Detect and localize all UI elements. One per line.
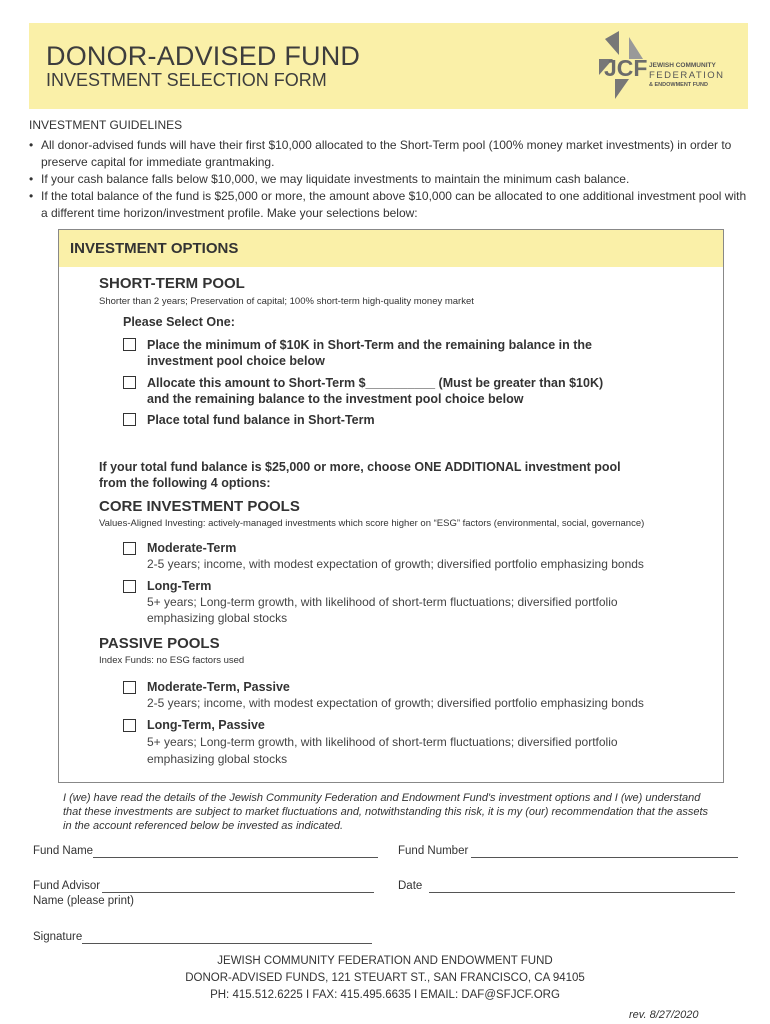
footer-address: DONOR-ADVISED FUNDS, 121 STEUART ST., SAN FRANCISCO, CA 94105 <box>185 972 585 984</box>
core-long-term-desc-line1: 5+ years; Long-term growth, with likelihood of short-term fluctuations; diversified portfolio <box>147 595 618 609</box>
logo-triangle-mark <box>605 31 619 55</box>
short-term-option-1-checkbox[interactable] <box>123 338 136 351</box>
passive-moderate-term-name: Moderate-Term, Passive <box>147 680 290 694</box>
additional-pool-prompt-line1: If your total fund balance is $25,000 or more, choose ONE ADDITIONAL investment pool <box>99 460 621 474</box>
core-moderate-term-name: Moderate-Term <box>147 541 237 555</box>
short-term-title: SHORT-TERM POOL <box>99 275 245 292</box>
passive-pools-title: PASSIVE POOLS <box>99 635 220 652</box>
fund-name-field[interactable] <box>93 857 378 858</box>
acknowledgement-text: I (we) have read the details of the Jewish Community Federation and Endowment Fund's investment options and I (we) understand that these investments are subject to market fluctuations and, notwithstanding this risk, it is my (our) recommendation that the assets in the account referenced below be invested as indicated. <box>63 792 709 832</box>
signature-label: Signature <box>33 931 83 943</box>
guidelines-heading: INVESTMENT GUIDELINES <box>29 118 183 132</box>
options-header-band <box>59 230 723 267</box>
guideline-item: • If your cash balance falls below $10,000, we may liquidate investments to maintain the minimum cash balance. <box>29 171 749 188</box>
core-moderate-term-checkbox[interactable] <box>123 542 136 555</box>
short-term-option-2-checkbox[interactable] <box>123 376 136 389</box>
name-print-label: Name (please print) <box>33 895 134 907</box>
passive-long-term-desc-line2: emphasizing global stocks <box>147 752 288 766</box>
logo-line1: JEWISH COMMUNITY <box>649 62 716 69</box>
logo-initials: JCF <box>604 55 648 81</box>
guideline-item: • If the total balance of the fund is $25,000 or more, the amount above $10,000 can be allocated to one additional investment pool with a different time horizon/investment profile. Make your selections below: <box>29 188 749 222</box>
core-long-term-name: Long-Term <box>147 579 212 593</box>
fund-advisor-field[interactable] <box>102 892 374 893</box>
fund-name-label: Fund Name <box>33 845 94 857</box>
core-pools-description: Values-Aligned Investing: actively-managed investments which score higher on “ESG” factors (environmental, social, governance) <box>99 518 645 529</box>
guideline-text: If the total balance of the fund is $25,000 or more, the amount above $10,000 can be allocated to one additional investment pool with a different time horizon/investment profile. Make your selections below: <box>41 189 747 220</box>
core-long-term-desc-line2: emphasizing global stocks <box>147 611 288 625</box>
date-field[interactable] <box>429 892 735 893</box>
short-term-option-2-line2: and the remaining balance to the investment pool choice below <box>147 392 524 406</box>
options-heading: INVESTMENT OPTIONS <box>70 240 239 257</box>
jcf-logo <box>589 29 739 103</box>
passive-long-term-desc-line1: 5+ years; Long-term growth, with likelihood of short-term fluctuations; diversified portfolio <box>147 735 618 749</box>
logo-line3: & ENDOWMENT FUND <box>649 82 708 88</box>
additional-pool-prompt-line2: from the following 4 options: <box>99 476 271 490</box>
logo-line2: FEDERATION <box>649 70 725 81</box>
passive-long-term-name: Long-Term, Passive <box>147 718 265 732</box>
investment-options-box <box>58 229 724 783</box>
short-term-option-3-checkbox[interactable] <box>123 413 136 426</box>
core-pools-title: CORE INVESTMENT POOLS <box>99 498 300 515</box>
short-term-option-1-line2: investment pool choice below <box>147 354 325 368</box>
fund-number-label: Fund Number <box>398 845 469 857</box>
form-title: DONOR-ADVISED FUND <box>46 41 361 71</box>
short-term-option-1-line1: Place the minimum of $10K in Short-Term and the remaining balance in the <box>147 338 592 352</box>
short-term-option-2-line1: Allocate this amount to Short-Term $__________ (Must be greater than $10K) <box>147 376 604 390</box>
guideline-text: All donor-advised funds will have their first $10,000 allocated to the Short-Term pool (100% money market investments) in order to preserve capital for immediate grantmaking. <box>41 138 732 169</box>
header-band <box>29 23 748 109</box>
form-subtitle: INVESTMENT SELECTION FORM <box>46 70 327 90</box>
passive-long-term-checkbox[interactable] <box>123 719 136 732</box>
guideline-text: If your cash balance falls below $10,000, we may liquidate investments to maintain the minimum cash balance. <box>41 172 630 186</box>
passive-pools-description: Index Funds: no ESG factors used <box>99 655 245 666</box>
short-term-description: Shorter than 2 years; Preservation of capital; 100% short-term high-quality money market <box>99 296 474 307</box>
passive-moderate-term-checkbox[interactable] <box>123 681 136 694</box>
date-label: Date <box>398 880 423 892</box>
signature-field[interactable] <box>82 943 372 944</box>
select-one-prompt: Please Select One: <box>123 315 235 329</box>
revision-date: rev. 8/27/2020 <box>629 1009 699 1021</box>
footer-contact: PH: 415.512.6225 I FAX: 415.495.6635 I EMAIL: DAF@SFJCF.ORG <box>210 989 560 1001</box>
core-long-term-checkbox[interactable] <box>123 580 136 593</box>
core-moderate-term-desc: 2-5 years; income, with modest expectation of growth; diversified portfolio emphasizing bonds <box>147 557 644 571</box>
logo-triangle-mark <box>615 79 629 99</box>
footer-org: JEWISH COMMUNITY FEDERATION AND ENDOWMENT FUND <box>217 955 553 967</box>
fund-number-field[interactable] <box>471 857 738 858</box>
fund-advisor-label: Fund Advisor <box>33 880 101 892</box>
short-term-option-3-line1: Place total fund balance in Short-Term <box>147 413 375 427</box>
passive-moderate-term-desc: 2-5 years; income, with modest expectation of growth; diversified portfolio emphasizing bonds <box>147 696 644 710</box>
guideline-item: • All donor-advised funds will have their first $10,000 allocated to the Short-Term pool (100% money market investments) in order to preserve capital for immediate grantmaking. <box>29 137 749 171</box>
